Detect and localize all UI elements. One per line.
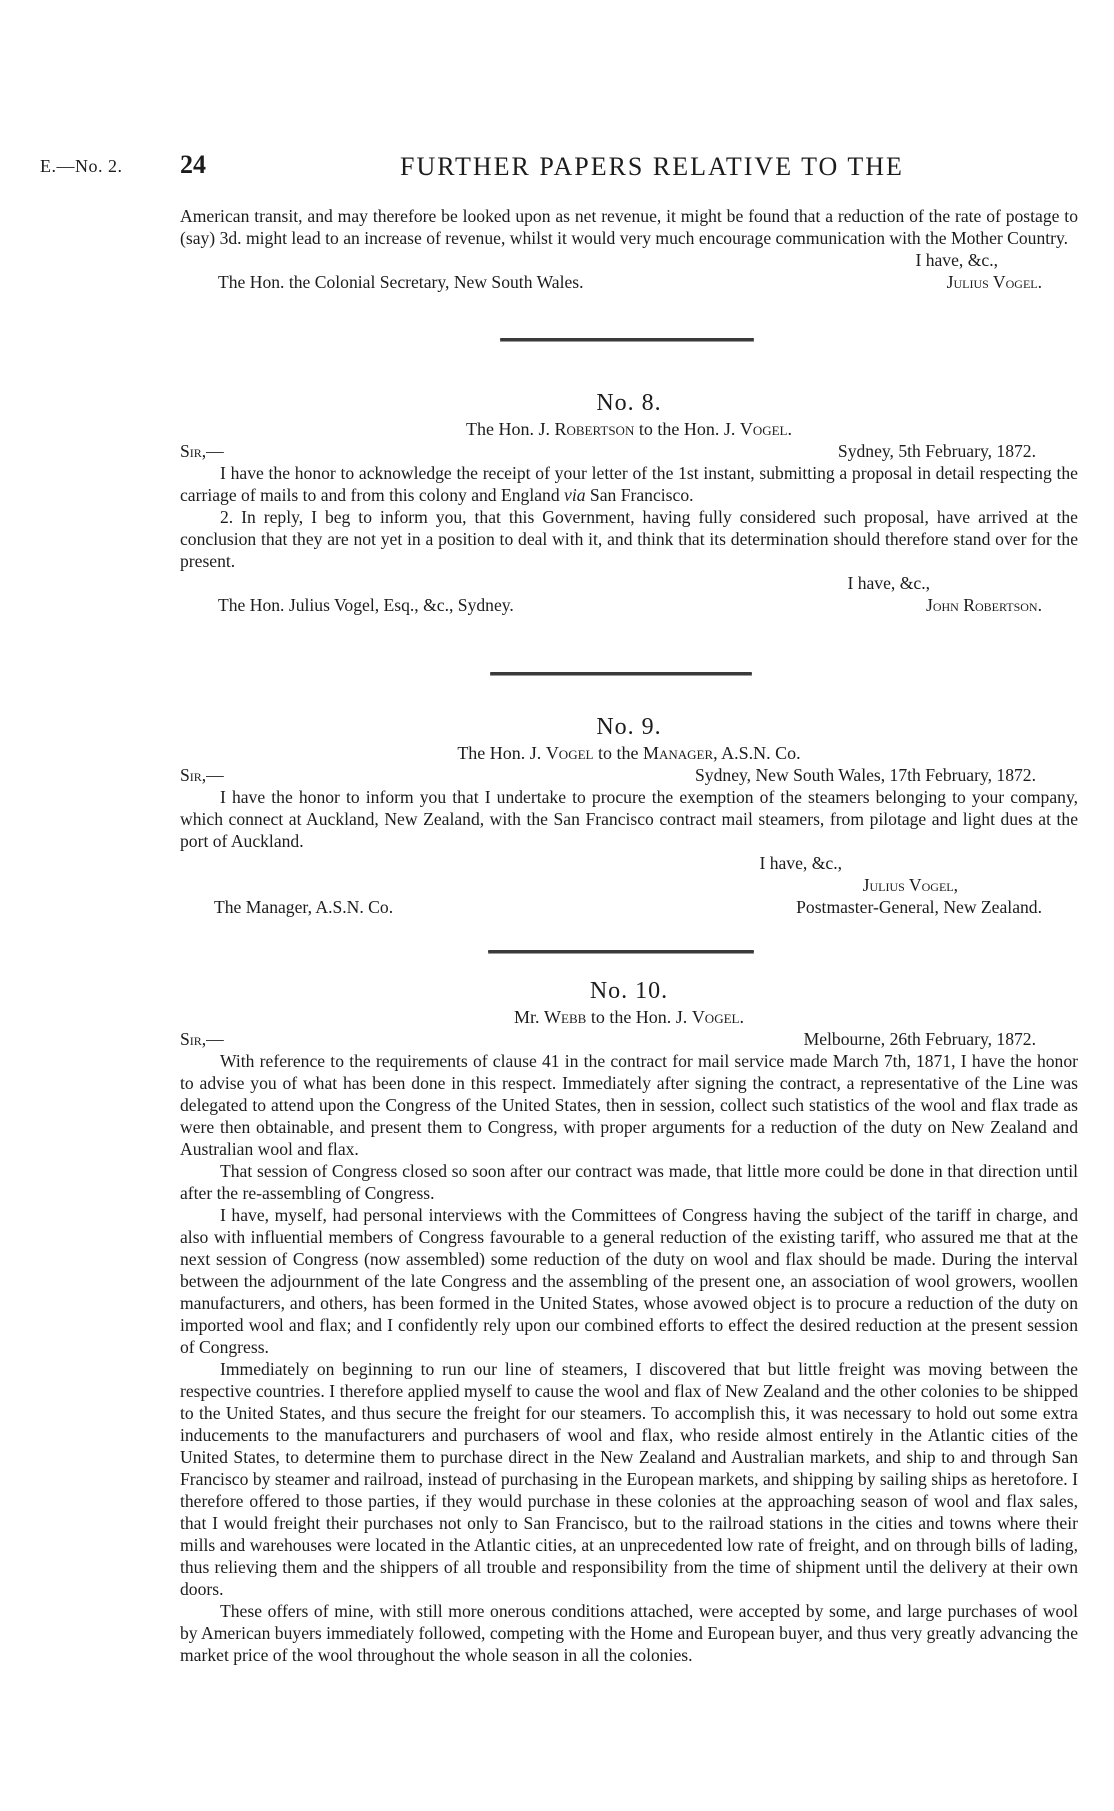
letter-addressee: The Manager, A.S.N. Co. [214,897,394,917]
intro-addressee-row [180,271,1078,293]
intro-closing-row [180,249,1078,271]
letter-date: Sydney, New South Wales, 17th February, 1872. [695,765,1036,785]
salutation: Sir,— [180,1029,224,1049]
separator-rule [490,672,752,675]
letter-10 [180,976,1078,1666]
letter-paragraph: These offers of mine, with still more onerous conditions attached, were accepted by some, and large purchases of wool by American buyers immediately followed, competing with the Home and European buyer, and thus very greatly advancing the market price of the wool throughout the whole season in all the colonies. [180,1601,1078,1665]
intro-section [180,205,1078,293]
separator-rule [488,950,754,953]
page-header [40,150,1080,180]
running-title: FURTHER PAPERS RELATIVE TO THE [400,152,904,181]
salutation-row [180,1028,1078,1050]
signature-title: Postmaster-General, New Zealand. [796,897,1042,917]
letter-number: No. 8. [596,390,662,416]
letter-paragraph: I have the honor to inform you that I undertake to procure the exemption of the steamers belonging to your company, which connect at Auckland, New Zealand, with the San Francisco contract mail steamers, from pilotage and light dues at the port of Auckland. [180,787,1078,851]
closing-row [180,852,1078,874]
letter-paragraph: 2. In reply, I beg to inform you, that this Government, having fully considered such proposal, have arrived at the conclusion that they are not yet in a position to deal with it, and think that its determination should therefore stand over for the present. [180,507,1078,571]
intro-paragraph: American transit, and may therefore be looked upon as net revenue, it might be found that a reduction of the rate of postage to (say) 3d. might lead to an increase of revenue, whilst it would very much encourage communication with the Mother Country. [180,206,1078,248]
letter-subtitle: The Hon. J. Vogel to the Manager, A.S.N. Co. [457,743,801,763]
letter-paragraph: Immediately on beginning to run our line of steamers, I discovered that but little freight was moving between the respective countries. I therefore applied myself to cause the wool and flax of New Zealand and the other colonies to be shipped to the United States, and thus secure the freight for our steamers. To accomplish this, it was necessary to hold out some extra inducements to the manufacturers and purchasers of wool and flax, who reside almost entirely in the Atlantic cities of the United States, to determine them to purchase direct in the New Zealand and Australian markets, and ship to and through San Francisco by steamer and railroad, instead of purchasing in the European markets, and shipping by sailing ships as heretofore. I therefore offered to those parties, if they would purchase in these colonies at the approaching season of wool and flax sales, that I would freight their purchases not only to San Francisco, but to the railroad stations in the cities and towns where their mills and warehouses were located in the Atlantic cities, at an unprecedented low rate of freight, and on through bills of lading, thus relieving them and the shippers of all trouble and responsibility from the time of shipment until the delivery at their own doors. [180,1359,1078,1599]
salutation: Sir,— [180,441,224,461]
letter-number: No. 10. [589,978,669,1004]
letter-addressee: The Hon. Julius Vogel, Esq., &c., Sydney. [218,595,514,615]
letter-closing: I have, &c., [847,573,930,593]
intro-signature: Julius Vogel. [946,272,1042,292]
intro-addressee: The Hon. the Colonial Secretary, New South Wales. [218,272,584,292]
letter-paragraph: With reference to the requirements of clause 41 in the contract for mail service made March 7th, 1871, I have the honor to advise you of what has been done in this respect. Immediately after signing the contract, a representative of the Line was delegated to attend upon the Congress of the United States, then in session, collect such statistics of the wool and flax trade as were then obtainable, and present them to Congress, with proper arguments for a reduction of the duty on New Zealand and Australian wool and flax. [180,1051,1078,1159]
letter-closing: I have, &c., [759,853,842,873]
letter-date: Sydney, 5th February, 1872. [837,441,1036,461]
addressee-row [180,594,1078,616]
letter-number: No. 9. [596,714,662,740]
letter-paragraph: I have the honor to acknowledge the receipt of your letter of the 1st instant, submitting a proposal in detail respecting the carriage of mails to and from this colony and England via San Francisco. [180,463,1078,505]
salutation-row [180,764,1078,786]
intro-closing: I have, &c., [915,250,998,270]
signature-row [180,874,1078,896]
page-number: 24 [180,150,206,179]
closing-row [180,572,1078,594]
letter-signature: Julius Vogel, [862,875,958,895]
letter-paragraph: That session of Congress closed so soon after our contract was made, that little more could be done in that direction until after the re-assembling of Congress. [180,1161,1078,1203]
letter-8 [180,388,1078,616]
letter-subtitle: Mr. Webb to the Hon. J. Vogel. [514,1007,744,1027]
letter-paragraph: I have, myself, had personal interviews with the Committees of Congress having the subject of the tariff in charge, and also with influential members of Congress favourable to a general reduction of the existing tariff, who assured me that at the next session of Congress (now assembled) some reduction of the duty on wool and flax should be made. During the interval between the adjournment of the late Congress and the assembling of the present one, an association of wool growers, woollen manufacturers, and others, has been formed in the United States, whose avowed object is to procure a reduction of the duty on imported wool and flax; and I confidently rely upon our combined efforts to effect the desired reduction at the present session of Congress. [180,1205,1078,1357]
addressee-row [180,896,1078,918]
salutation-row [180,440,1078,462]
letter-9 [180,712,1078,918]
letter-date: Melbourne, 26th February, 1872. [803,1029,1036,1049]
separator-rule [500,338,754,341]
letter-subtitle: The Hon. J. Robertson to the Hon. J. Vogel. [465,419,792,439]
paper-reference: E.—No. 2. [40,156,123,176]
salutation: Sir,— [180,765,224,785]
letter-signature: John Robertson. [926,595,1042,615]
